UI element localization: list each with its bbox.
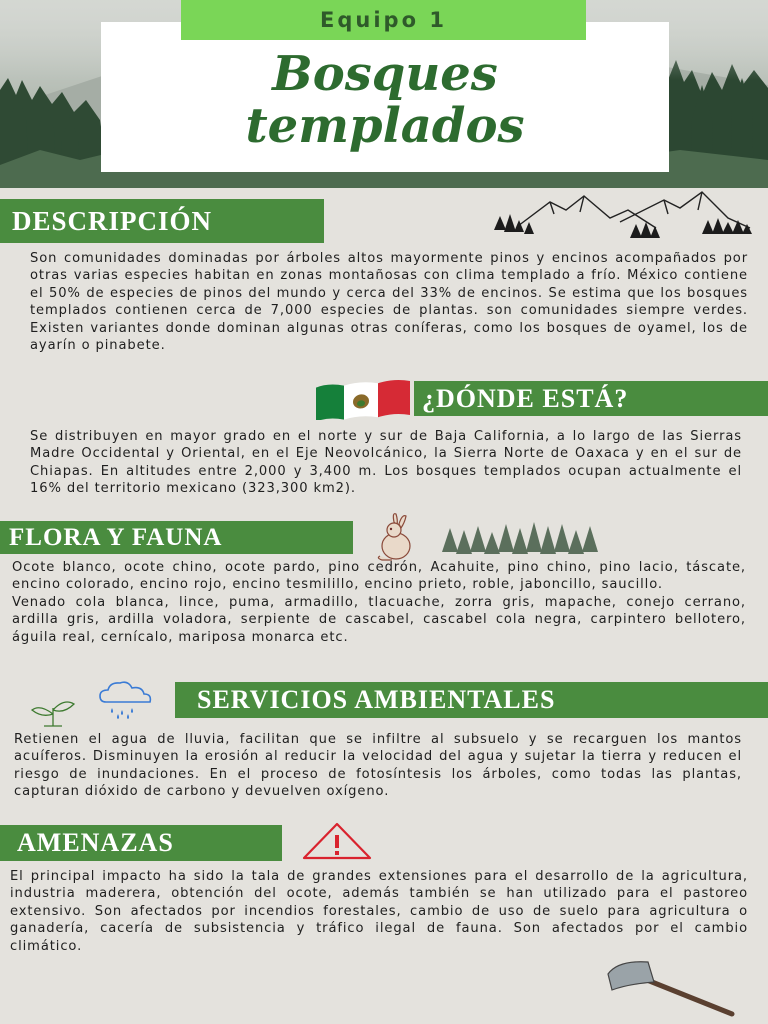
section-heading-servicios: SERVICIOS AMBIENTALES (175, 682, 768, 718)
mexico-flag-icon (310, 376, 414, 420)
section-heading-descripcion: DESCRIPCIÓN (0, 199, 324, 243)
page-title (101, 48, 669, 152)
amenazas-paragraph: El principal impacto ha sido la tala de grandes extensiones para el desarrollo de la agricultura, industria maderera, obtención del ocote, además también se han utilizado para el pastoreo extensivo. Son afectados por incendios forestales, cambio de uso de suelo para agricultura o ganadería, cacería de subsistencia y tráfico ilegal de fauna. Son afectados por el cambio climático. (10, 869, 748, 954)
descripcion-text (30, 250, 748, 354)
mountains-icon (488, 188, 756, 244)
section-heading-flora-fauna: FLORA Y FAUNA (0, 521, 353, 554)
section-heading-donde: ¿DÓNDE ESTÁ? (414, 381, 768, 416)
donde-paragraph: Se distribuyen en mayor grado en el norte y sur de Baja California, a lo largo de las Sierras Madre Occidental y Oriental, en el Eje Neovolcánico, la Sierra Norte de Oaxaca y en el sur de Chiapas. En altitudes entre 2,000 y 3,400 m. Los bosques templados ocupan actualmente el 16% del territorio mexicano (323,300 km2). (30, 429, 742, 497)
servicios-paragraph: Retienen el agua de lluvia, facilitan que se infiltre al subsuelo y se recarguen los mantos acuíferos. Disminuyen la erosión al reducir la velocidad del agua y sujetar la tierra y reducen el riesgo de inundaciones. En el proceso de fotosíntesis los árboles, como todas las plantas, capturan dióxido de carbono y devuelven oxígeno. (14, 732, 742, 800)
fauna-paragraph: Venado cola blanca, lince, puma, armadillo, tlacuache, zorra gris, mapache, conejo cerrano, ardilla gris, ardilla voladora, serpiente de cascabel, cascabel cola negra, carpintero bellotero, águila real, cernícalo, mariposa monarca etc. (12, 594, 746, 645)
flora-fauna-text (12, 559, 746, 646)
rain-cloud-icon (96, 680, 156, 720)
section-heading-amenazas: AMENAZAS (0, 825, 282, 861)
flora-paragraph: Ocote blanco, ocote chino, ocote pardo, pino cedrón, Acahuite, pino chino, pino lacio, táscate, encino colorado, encino rojo, encino tesmilillo, encino prieto, roble, jaboncillo, saucillo. (12, 560, 746, 593)
title-line-1: Bosques (272, 46, 498, 102)
pine-trees-icon (440, 520, 604, 556)
title-line-2: templados (245, 98, 525, 154)
team-label: Equipo 1 (181, 0, 586, 40)
descripcion-paragraph: Son comunidades dominadas por árboles altos mayormente pinos y encinos acompañados por otras varias especies habitan en zonas montañosas con clima templado a frío. México contiene el 50% de especies de pinos del mundo y cerca del 33% de encinos. Se estima que los bosques templados contienen cerca de 7,000 especies de plantas. son comunidades siempre verdes. Existen variantes donde dominan algunas otras coníferas, como los bosques de oyamel, los de ayarín o pinabete. (30, 251, 748, 354)
donde-text (30, 428, 742, 498)
servicios-text (14, 731, 742, 801)
rabbit-icon (372, 512, 418, 562)
warning-icon (300, 820, 374, 862)
axe-icon (602, 956, 738, 1020)
amenazas-text (10, 868, 748, 955)
plant-icon (28, 696, 78, 730)
